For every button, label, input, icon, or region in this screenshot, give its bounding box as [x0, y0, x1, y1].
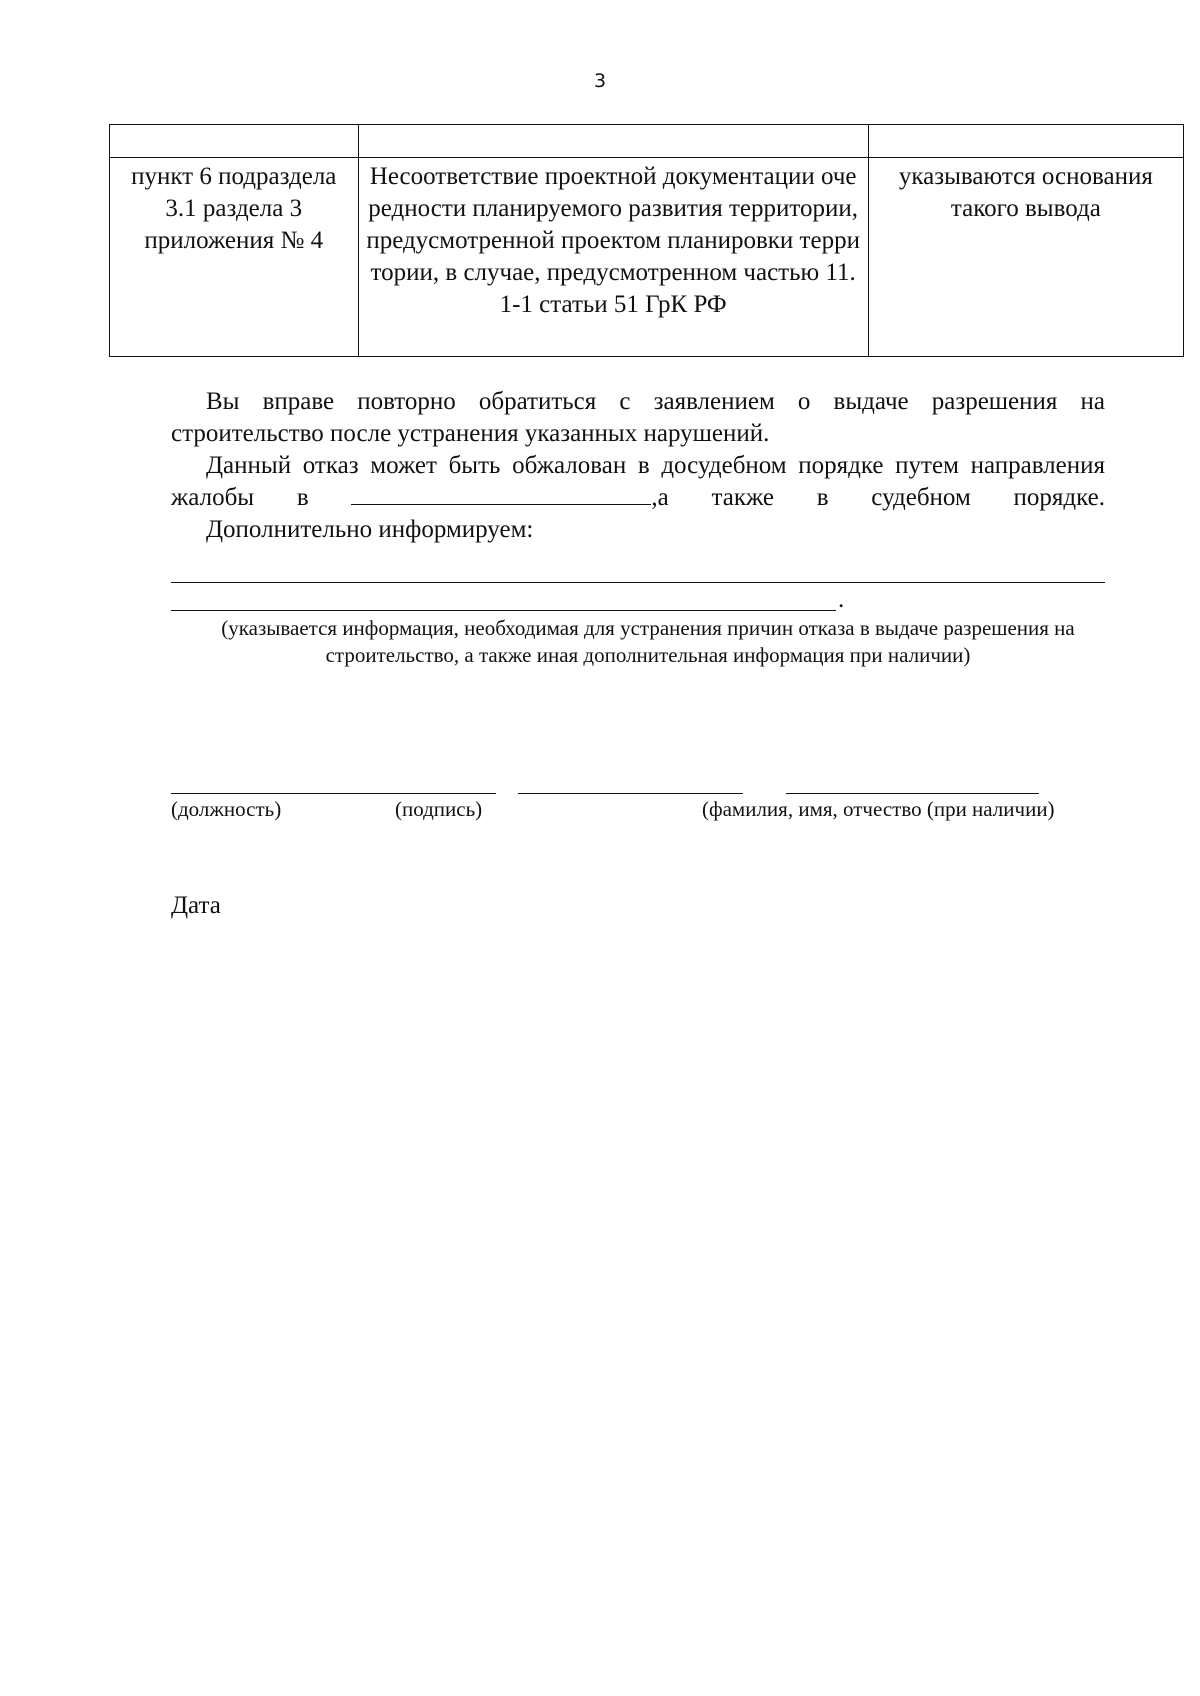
- table-header-row: [110, 125, 1184, 158]
- refusal-grounds-table: [109, 124, 1184, 357]
- paragraph-additional-info: Дополнительно информируем:: [206, 516, 534, 543]
- signature-line[interactable]: [518, 793, 743, 794]
- position-line[interactable]: [171, 793, 496, 794]
- appeal-authority-blank[interactable]: [351, 482, 651, 505]
- additional-info-line-2[interactable]: [171, 610, 836, 611]
- cell-reference: пункт 6 подраздела 3.1 раздела 3 приложения № 4: [110, 158, 359, 357]
- additional-info-caption: (указывается информация, необходимая для устранения причин отказа в выдаче разрешения на строительство, а также иная дополнительная информация при наличии): [221, 616, 1075, 667]
- position-label: (должность): [171, 797, 282, 821]
- header-cell-explanation: [868, 125, 1183, 158]
- name-line[interactable]: [786, 793, 1039, 794]
- line-period: .: [838, 586, 845, 613]
- additional-info-line-1[interactable]: [171, 582, 1105, 583]
- page-number: 3: [593, 70, 607, 92]
- header-cell-reference: [110, 125, 359, 158]
- full-name-label: (фамилия, имя, отчество (при наличии): [702, 797, 1055, 821]
- paragraph-reapply: Вы вправе повторно обратиться с заявлением о выдаче разрешения на строительство после устранения указанных нарушений.: [171, 388, 1105, 447]
- cell-explanation: указываются основания такого вывода: [868, 158, 1183, 357]
- body-text: [171, 386, 1105, 546]
- appeal-text-after: ,а также в судебном порядке.: [651, 484, 1105, 511]
- header-cell-ground: [358, 125, 868, 158]
- table-row: [110, 158, 1184, 357]
- appeal-text-before: Данный отказ может быть обжалован в досудебном порядке путем направления жалобы в: [171, 452, 1105, 511]
- signature-label: (подпись): [395, 797, 483, 821]
- cell-ground: Несоответствие проектной документации очередности планируемого развития территории, предусмотренной проектом планировки территории, в случае, предусмотренном частью 11.1-1 статьи 51 ГрК РФ: [358, 158, 868, 357]
- paragraph-appeal: [171, 450, 1105, 514]
- date-label: Дата: [171, 892, 221, 919]
